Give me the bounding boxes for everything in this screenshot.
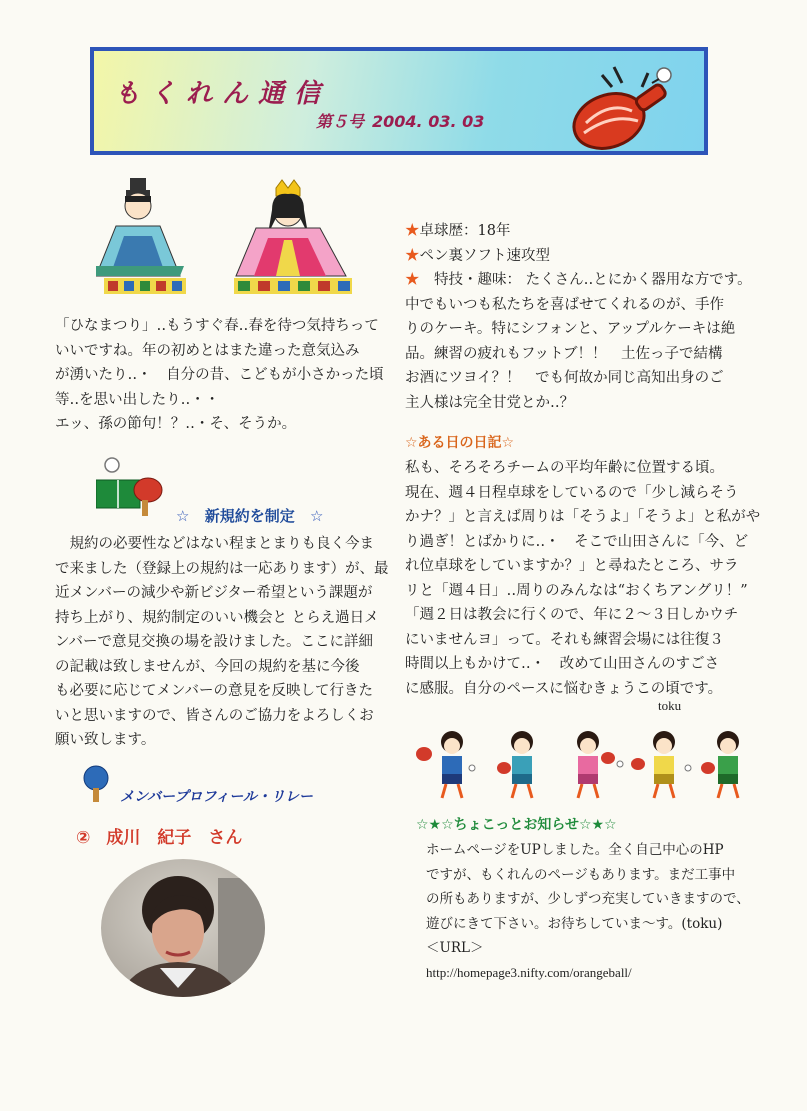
ping-pong-table-icon [96, 456, 176, 518]
member-line [76, 823, 242, 848]
text-line: いと思いますので、皆さんのご協力をよろしくお [55, 707, 374, 724]
hobby-line [405, 268, 752, 293]
paddle-icon [80, 764, 112, 804]
newsletter-header [90, 47, 708, 155]
text-line: 現在、週４日程卓球をしているので「少し減らそう [405, 484, 739, 501]
text-line: 遊びにきて下さい。お待ちしていま〜す。(toku) [426, 915, 723, 932]
text-line: 品。練習の疲れもフットブ！！ 土佐っ子で結構 [405, 345, 723, 362]
text-line: が湧いたり‥・ 自分の昔、こどもが小さかった頃 [55, 367, 384, 383]
play-style: ペン裏ソフト速攻型 [419, 247, 550, 264]
ping-pong-paddle-icon [564, 61, 694, 151]
profile-stats [405, 219, 752, 415]
text-line: れ位卓球をしていますか？」と尋ねたところ、サラ [405, 558, 739, 574]
profile-heading: メンバープロフィール・リレー [120, 789, 313, 805]
text-line: 持ち上がり、規約制定のいい機会と とらえ過日メ [55, 609, 379, 626]
star-icon: ☆ [309, 507, 324, 525]
homepage-url-link[interactable]: http://homepage3.nifty.com/orangeball/ [426, 964, 632, 980]
text-line: エッ、孫の節句！？‥・そ、そうか。 [55, 416, 297, 432]
diary-heading: ☆ある日の日記☆ [405, 435, 515, 451]
newsletter-title: もくれん通信 [114, 79, 331, 109]
text-line: の記載は致しませんが、今回の規約を基に今後 [55, 658, 360, 675]
diary-paragraph [405, 456, 760, 701]
notice-heading: ☆★☆ちょこっとお知らせ☆★☆ [416, 817, 617, 833]
text-line: に感服。自分のペースに悩むきょうこの頃です。 [405, 680, 723, 697]
text-line: 特技・趣味： たくさん‥とにかく器用な方です。 [419, 272, 752, 288]
text-line: お酒にツヨイ？！ でも何故か同じ高知出身のご [405, 370, 724, 386]
text-line: かナ？」と言えば周りは「そうよ」「そうよ」と私がや [405, 509, 761, 525]
text-line: いいですね。年の初めとはまた違った意気込み [55, 342, 360, 359]
text-line: 時間以上もかけて‥・ 改めて山田さんのすごさ [405, 656, 720, 672]
rules-heading: 新規約を制定 [204, 507, 295, 525]
star-icon: ★ [405, 223, 420, 239]
star-icon: ★ [405, 247, 420, 264]
text-line: 近メンバーの減少や新ビジター希望という課題が [55, 585, 373, 601]
text-line: 願い致します。 [55, 732, 156, 748]
career: 卓球歴：18年 [419, 223, 511, 239]
text-line: にいませんヨ」って。それも練習会場には往復３ [405, 631, 724, 648]
text-line: 等‥を思い出したり‥・・ [55, 391, 220, 408]
career-line [405, 219, 752, 244]
rules-heading-line [176, 505, 323, 526]
text-line: 規約の必要性などはない程まとまりも良く今ま [55, 536, 374, 552]
notice-paragraph [426, 838, 750, 985]
text-line: リと「週４日」‥周りのみんなは“おくちアングリ！” [405, 582, 748, 599]
text-line: ＜URL＞ [426, 940, 484, 956]
rules-paragraph [55, 532, 389, 753]
text-line: 「週２日は教会に行くので、年に２〜３日しかウチ [405, 607, 739, 623]
hina-dolls-illustration [96, 178, 366, 298]
hina-paragraph [55, 314, 384, 437]
style-line [405, 244, 752, 269]
issue-number: 第５号 [316, 112, 365, 131]
member-number: ② [76, 828, 91, 848]
text-line: ですが、もくれんのページもあります。まだ工事中 [426, 866, 736, 883]
diary-signature: toku [658, 698, 682, 713]
member-name: 成川 紀子 さん [106, 828, 243, 848]
issue-line [316, 109, 484, 132]
star-icon: ★ [405, 272, 420, 288]
text-line: りのケーキ。特にシフォンと、アップルケーキは絶 [405, 321, 736, 337]
players-illustration [408, 728, 770, 802]
issue-date: 2004. 03. 03 [372, 112, 485, 131]
star-icon: ☆ [176, 507, 190, 525]
text-line: 「ひなまつり」‥もうすぐ春‥春を待つ気持ちって [55, 318, 379, 334]
text-line: 私も、そろそろチームの平均年齢に位置する頃。 [405, 460, 724, 476]
text-line: り過ぎ！とばかりに‥・ そこで山田さんに「今、ど [405, 533, 749, 550]
text-line: も必要に応じてメンバーの意見を反映して行きた [55, 683, 373, 699]
text-line: ンバーで意見交換の場を設けました。ここに詳細 [55, 634, 373, 650]
text-line: ホームページをUPしました。全く自己中心のHP [426, 842, 724, 858]
text-line: 主人様は完全甘党とか‥？ [405, 394, 575, 411]
text-line: 中でもいつも私たちを喜ばせてくれるのが、手作 [405, 296, 724, 313]
member-photo [100, 858, 266, 998]
text-line: の所もありますが、少しずつ充実していきますので、 [426, 891, 750, 907]
text-line: で来ました（登録上の規約は一応あります）が、最 [55, 560, 389, 577]
